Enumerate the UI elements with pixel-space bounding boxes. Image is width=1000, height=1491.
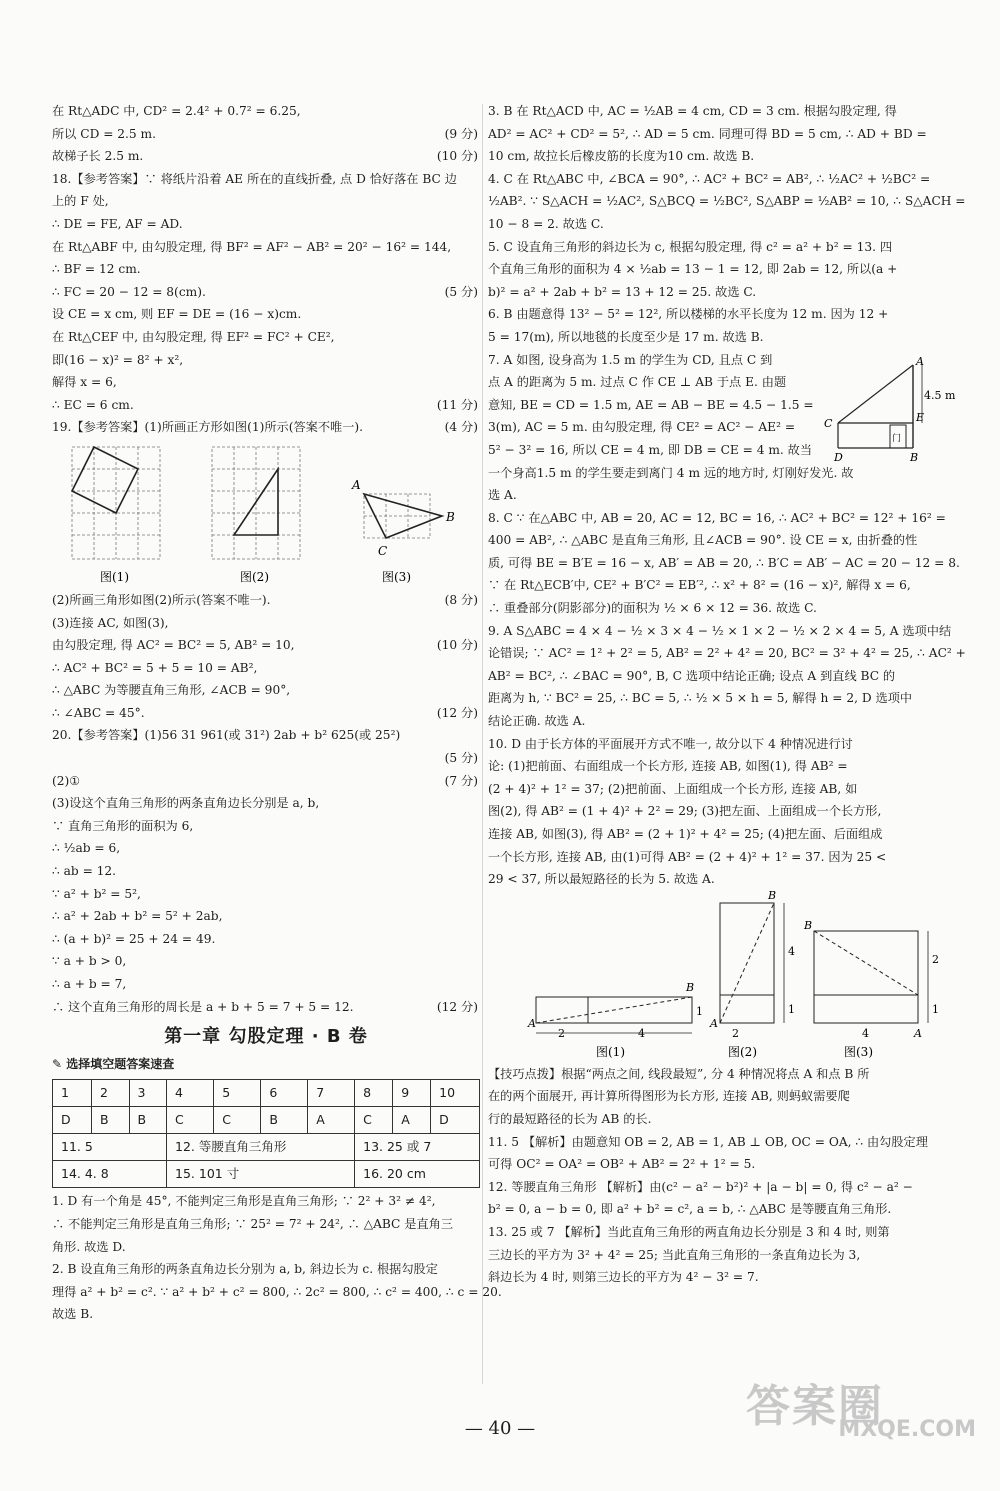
line-text: ∴ 这个直角三角形的周长是 a + b + 5 = 7 + 5 = 12.	[52, 999, 354, 1014]
answer-choice: C	[167, 1107, 214, 1134]
text-line	[52, 258, 480, 281]
svg-text:A: A	[914, 1026, 922, 1040]
text-line: b)² = a² + 2ab + b² = 13 + 12 = 25. 故选 C.	[488, 284, 757, 299]
q19-grid-figures	[52, 439, 472, 589]
line-text: ∴ ab = 12.	[52, 864, 117, 879]
text-line: 3. B 在 Rt△ACD 中, AC = ½AB = 4 cm, CD = 3 cm. 根据勾股定理, 得	[488, 104, 897, 118]
answer-table-row4	[53, 1161, 480, 1188]
svg-text:4: 4	[638, 1026, 645, 1040]
question-19-head: 19.【参考答案】(1)所画正方形如图(1)所示(答案不唯一). (4 分)	[52, 420, 478, 435]
svg-text:图(1): 图(1)	[596, 1044, 625, 1059]
text-line: AD² = AC² + CD² = 5², ∴ AD = 5 cm. 同理可得 BD = 5 cm, ∴ AD + BD =	[488, 126, 927, 141]
page-number: — 40 —	[464, 1418, 536, 1439]
score: (8 分)	[444, 592, 478, 607]
text-line: 一个身高1.5 m 的学生要走到离门 4 m 远的地方时, 灯刚好发光. 故	[488, 465, 854, 480]
answer-table-answers	[53, 1107, 480, 1134]
answer-choice: A	[393, 1107, 431, 1134]
text-line	[52, 371, 480, 394]
text-line: 5. C 设直角三角形的斜边长为 c, 根据勾股定理, 得 c² = a² + b² = 13. 四	[488, 239, 893, 254]
svg-text:D: D	[834, 450, 843, 464]
line-text: 20.【参考答案】(1)56 31 961(或 31²) 2ab + b² 625(或 25²)	[52, 728, 401, 743]
text-line: 11. 5 【解析】由题意知 OB = 2, AB = 1, AB ⊥ OB, OC = OA, ∴ 由勾股定理	[488, 1134, 928, 1149]
chapter-title: 第一章 勾股定理 · B 卷	[164, 1026, 368, 1048]
svg-text:门: 门	[892, 433, 902, 444]
fig3-point-b: B	[446, 509, 455, 524]
text-line: 行的最短路径的长为 AB 的长.	[488, 1111, 652, 1126]
text-line: (2 + 4)² + 1² = 37; (2)把前面、上面组成一个长方形, 连接 AB, 如	[488, 781, 858, 796]
text-line	[52, 928, 480, 951]
text-line: 4. C 在 Rt△ABC 中, ∠BCA = 90°, ∴ AC² + BC² = AB², ∴ ½AC² + ½BC² =	[488, 171, 931, 186]
question-19-rest	[52, 589, 480, 725]
text-line	[52, 883, 480, 906]
q7-figure	[818, 353, 956, 464]
text-line: ∵ 在 Rt△ECB′中, CE² + B′C² = EB′², ∴ x² + 8² = (16 − x)², 解得 x = 6,	[488, 578, 911, 593]
figure-1-square	[72, 447, 138, 513]
line-text: 解得 x = 6,	[52, 375, 117, 390]
svg-text:B: B	[910, 450, 919, 464]
svg-text:B: B	[686, 980, 695, 994]
text-line: 10. D 由于长方体的平面展开方式不唯一, 故分以下 4 种情况进行讨	[488, 736, 853, 751]
question-20	[52, 724, 480, 1018]
text-line	[52, 145, 480, 168]
line-text: ∴ DE = FE, AF = AD.	[52, 216, 183, 231]
text-line	[52, 589, 480, 612]
score: (9 分)	[444, 126, 478, 141]
text-line	[52, 1213, 480, 1236]
text-line	[52, 996, 480, 1019]
line-text: 由勾股定理, 得 AC² = BC² = 5, AB² = 10,	[52, 638, 295, 653]
line-text: ∴ FC = 20 − 12 = 8(cm).	[52, 284, 206, 299]
line-text: 设 CE = x cm, 则 EF = DE = (16 − x)cm.	[52, 307, 302, 322]
answer-choice: B	[129, 1107, 166, 1134]
line-text: (2)所画三角形如图(2)所示(答案不唯一).	[52, 592, 271, 607]
answer-choice: B	[92, 1107, 129, 1134]
answer-number: 3	[129, 1080, 166, 1107]
score: (7 分)	[444, 773, 478, 788]
text-line: 斜边长为 4 时, 则第三边长的平方为 4² − 3² = 7.	[488, 1270, 759, 1285]
score: (5 分)	[444, 284, 478, 299]
line-text: ∴ a² + 2ab + b² = 5² + 2ab,	[52, 909, 223, 924]
svg-text:A: A	[710, 1016, 718, 1030]
text-line: 400 = AB², ∴ △ABC 是直角三角形, 且∠ACB = 90°. 设 CE = x, 由折叠的性	[488, 533, 918, 548]
text-line	[52, 905, 480, 928]
answer-number: 10	[431, 1080, 480, 1107]
answer-number: 7	[308, 1080, 355, 1107]
line-text: ∴ ∠ABC = 45°.	[52, 705, 145, 720]
text-line	[52, 612, 480, 635]
text-line: AB² = BC², ∴ ∠BAC = 90°, B, C 选项中结论正确; 设点 A 到直线 BC 的	[488, 668, 896, 683]
line-text: (2)①	[52, 773, 81, 788]
score: (12 分)	[436, 705, 478, 720]
score: (10 分)	[436, 149, 478, 164]
line-text: 理得 a² + b² = c². ∵ a² + b² + c² = 800, ∴ 2c² = 800, ∴ c² = 400, ∴ c = 20.	[52, 1284, 502, 1299]
line-text: ∵ a² + b² = 5²,	[52, 886, 141, 901]
text-line	[52, 190, 480, 213]
text-line	[52, 236, 480, 259]
answer-number: 5	[214, 1080, 261, 1107]
svg-text:2: 2	[932, 952, 939, 966]
text-line	[52, 1190, 480, 1213]
q10-figures	[488, 888, 944, 1063]
svg-text:B: B	[804, 918, 813, 932]
line-text: ∴ ½ab = 6,	[52, 841, 121, 856]
svg-text:2: 2	[732, 1026, 739, 1040]
score: (5 分)	[444, 751, 478, 766]
text-line: 连接 AB, 如图(3), 得 AB² = (2 + 1)² + 4² = 25; (4)把左面、后面组成	[488, 827, 883, 841]
answer-choice: C	[355, 1107, 393, 1134]
text-line: 10 cm, 故拉长后橡皮筋的长度为10 cm. 故选 B.	[488, 149, 755, 164]
line-text: ∵ 直角三角形的面积为 6,	[52, 818, 194, 833]
svg-text:4.5 m: 4.5 m	[924, 388, 956, 402]
line-text: 1. D 有一个角是 45°, 不能判定三角形是直角三角形; ∵ 2² + 3² ≠ 4²,	[52, 1194, 436, 1209]
line-text: ∴ EC = 6 cm.	[52, 397, 134, 412]
svg-text:1: 1	[788, 1002, 795, 1016]
svg-text:A: A	[916, 354, 924, 368]
text-line: 图(2), 得 AB² = (1 + 4)² + 2² = 29; (3)把左面、上面组成一个长方形,	[488, 804, 882, 819]
svg-text:4: 4	[788, 944, 795, 958]
answer-number: 9	[393, 1080, 431, 1107]
text-line: 29 < 37, 所以最短路径的长为 5. 故选 A.	[488, 872, 715, 887]
line-text: 所以 CD = 2.5 m.	[52, 126, 156, 141]
text-line	[52, 973, 480, 996]
answer-16: 16. 20 cm	[355, 1161, 480, 1188]
text-line: 论错误; ∵ AC² = 1² + 2² = 5, AB² = 2² + 4² = 20, BC² = 3² + 4² = 25, ∴ AC² +	[488, 646, 966, 661]
fig3-point-a: A	[352, 477, 361, 492]
text-line	[52, 349, 480, 372]
answer-number: 6	[261, 1080, 308, 1107]
text-line	[52, 123, 480, 146]
fig3-point-c: C	[378, 543, 388, 558]
text-line	[52, 394, 480, 417]
score: (12 分)	[436, 999, 478, 1014]
text-line: 论: (1)把前面、右面组成一个长方形, 连接 AB, 如图(1), 得 AB² =	[488, 759, 848, 774]
svg-text:B: B	[768, 888, 777, 902]
line-text: 上的 F 处,	[52, 194, 109, 209]
score: (10 分)	[436, 638, 478, 653]
text-line	[52, 326, 480, 349]
text-line	[52, 303, 480, 326]
text-line	[52, 815, 480, 838]
line-text: 在 Rt△ADC 中, CD² = 2.4² + 0.7² = 6.25,	[52, 104, 301, 118]
solutions-tips-and-11-to-13	[488, 1063, 944, 1289]
svg-text:A: A	[528, 1016, 536, 1030]
text-line	[52, 837, 480, 860]
figure-3-caption: 图(3)	[382, 569, 411, 584]
text-line: 意知, BE = CD = 1.5 m, AE = AB − BE = 4.5 − 1.5 =	[488, 397, 814, 412]
text-line: 6. B 由题意得 13² − 5² = 12², 所以楼梯的水平长度为 12 m. 因为 12 +	[488, 307, 889, 322]
text-line	[52, 860, 480, 883]
q19-figures	[52, 439, 480, 589]
line-text: ∴ (a + b)² = 25 + 24 = 49.	[52, 931, 216, 946]
answer-number: 8	[355, 1080, 393, 1107]
answer-table-numbers	[53, 1080, 480, 1107]
line-text: ∴ a + b = 7,	[52, 977, 127, 991]
q10-net-figures	[488, 888, 944, 1063]
text-line	[52, 1236, 480, 1259]
line-text: 角形. 故选 D.	[52, 1239, 126, 1254]
text-line: 距离为 h, ∵ BC² = 25, ∴ BC = 5, ∴ ½ × 5 × h = 5, 解得 h = 2, D 选项中	[488, 691, 913, 706]
solutions-8-to-10	[488, 507, 966, 891]
text-line	[52, 281, 480, 304]
svg-text:图(2): 图(2)	[728, 1044, 757, 1059]
text-line	[52, 168, 480, 191]
text-line: 可得 OC² = OA² = OB² + AB² = 2² + 1² = 5.	[488, 1157, 756, 1172]
text-line: 9. A S△ABC = 4 × 4 − ½ × 3 × 4 − ½ × 1 × 2 − ½ × 2 × 4 = 5, A 选项中结	[488, 623, 952, 638]
text-line: 【技巧点拨】根据“两点之间, 线段最短”, 分 4 种情况将点 A 和点 B 所	[488, 1066, 870, 1081]
text-line: 三边长的平方为 3² + 4² = 25; 当此直角三角形的一条直角边长为 3,	[488, 1247, 861, 1262]
text-line: 一个长方形, 连接 AB, 由(1)可得 AB² = (2 + 4)² + 1² = 37. 因为 25 <	[488, 849, 887, 864]
answer-choice: B	[261, 1107, 308, 1134]
answer-table-row3	[53, 1134, 480, 1161]
text-line	[52, 679, 480, 702]
line-text: (3)连接 AC, 如图(3),	[52, 615, 169, 630]
text-line: 结论正确. 故选 A.	[488, 714, 586, 729]
score: (11 分)	[436, 397, 478, 412]
text-line	[52, 702, 480, 725]
text-line	[52, 792, 480, 815]
text-line: 10 − 8 = 2. 故选 C.	[488, 216, 604, 231]
answer-15: 15. 101 寸	[167, 1161, 355, 1188]
text-line: 个直角三角形的面积为 4 × ½ab = 13 − 1 = 12, 即 2ab = 12, 所以(a +	[488, 262, 898, 277]
figure-3-grid	[364, 494, 430, 538]
svg-text:图(3): 图(3)	[844, 1044, 873, 1059]
text-line: 8. C ∵ 在△ABC 中, AB = 20, AC = 12, BC = 16, ∴ AC² + BC² = 12² + 16² =	[488, 510, 946, 525]
line-text: 2. B 设直角三角形的两条直角边长分别为 a, b, 斜边长为 c. 根据勾股定	[52, 1262, 438, 1277]
answer-11: 11. 5	[53, 1134, 167, 1161]
line-text: 在 Rt△CEF 中, 由勾股定理, 得 EF² = FC² + CE²,	[52, 329, 335, 344]
answer-number: 2	[92, 1080, 129, 1107]
line-text: 即(16 − x)² = 8² + x²,	[52, 352, 184, 367]
text-line	[52, 1303, 480, 1326]
line-text: ∴ BF = 12 cm.	[52, 262, 141, 277]
text-line: ½AB². ∵ S△ACH = ½AC², S△BCQ = ½BC², S△ABP = ½AB² = 10, ∴ S△ACH =	[488, 194, 966, 209]
text-line: 13. 25 或 7 【解析】当此直角三角形的两直角边长分别是 3 和 4 时, 则第	[488, 1224, 890, 1239]
text-line: 质, 可得 BE = B′E = 16 − x, AB′ = AB = 20, ∴ B′C = AB′ − AC = 20 − 12 = 8.	[488, 555, 960, 570]
text-line: 在的两个面展开, 再计算所得图形为长方形, 连接 AB, 则蚂蚁需要爬	[488, 1089, 850, 1104]
line-text: ∴ △ABC 为等腰直角三角形, ∠ACB = 90°,	[52, 683, 291, 698]
answer-choice: D	[53, 1107, 92, 1134]
svg-text:E: E	[916, 410, 925, 424]
figure-1-caption: 图(1)	[100, 569, 129, 584]
svg-text:1: 1	[932, 1002, 939, 1016]
text-line: 5² − 3² = 16, 所以 CE = 4 m, 即 DB = CE = 4 m. 故当	[488, 442, 813, 457]
line-text: ∴ 不能判定三角形是直角三角形; ∵ 25² = 7² + 24², ∴ △ABC 是直角三	[52, 1216, 454, 1231]
text-line	[52, 657, 480, 680]
text-line: 选 A.	[488, 488, 517, 503]
answer-13: 13. 25 或 7	[355, 1134, 480, 1161]
left-top-lines	[52, 100, 480, 168]
text-line: 3(m), AC = 5 m. 由勾股定理, 得 CE² = AC² − AE² =	[488, 420, 796, 435]
text-line: b² = 0, a − b = 0, 即 a² + b² = c², a = b, ∴ △ABC 是等腰直角三角形.	[488, 1202, 892, 1217]
text-line	[52, 634, 480, 657]
line-text: 18.【参考答案】∵ 将纸片沿着 AE 所在的直线折叠, 点 D 恰好落在 BC 边	[52, 171, 457, 186]
answer-number: 1	[53, 1080, 92, 1107]
answer-choice: A	[308, 1107, 355, 1134]
text-line: 12. 等腰直角三角形 【解析】由(c² − a² − b²)² + |a − b| = 0, 得 c² − a² −	[488, 1179, 913, 1194]
question-7	[488, 349, 956, 507]
svg-text:4: 4	[862, 1026, 869, 1040]
figure-2-caption: 图(2)	[240, 569, 269, 584]
text-line	[52, 213, 480, 236]
line-text: ∴ AC² + BC² = 5 + 5 = 10 = AB²,	[52, 660, 258, 675]
svg-text:1: 1	[696, 1004, 703, 1018]
svg-text:C: C	[824, 416, 833, 430]
text-line	[52, 100, 480, 123]
answer-check-title: ✎ 选择填空题答案速查	[52, 1056, 175, 1071]
line-text: 在 Rt△ABF 中, 由勾股定理, 得 BF² = AF² − AB² = 20² − 16² = 144,	[52, 239, 452, 254]
text-line	[52, 724, 480, 747]
line-text: (3)设这个直角三角形的两条直角边长分别是 a, b,	[52, 796, 320, 811]
svg-text:2: 2	[558, 1026, 565, 1040]
answer-choice: C	[214, 1107, 261, 1134]
text-line: ∴ 重叠部分(阴影部分)的面积为 ½ × 6 × 12 = 36. 故选 C.	[488, 601, 817, 616]
solutions-3-to-6	[488, 100, 966, 349]
column-divider	[482, 104, 483, 1384]
answer-12: 12. 等腰直角三角形	[167, 1134, 355, 1161]
text-line	[52, 1281, 502, 1304]
line-text: ∵ a + b > 0,	[52, 954, 127, 969]
answer-number: 4	[167, 1080, 214, 1107]
text-line: 点 A 的距离为 5 m. 过点 C 作 CE ⊥ AB 于点 E. 由题	[488, 375, 787, 390]
text-line	[52, 950, 480, 973]
answer-table	[52, 1079, 480, 1188]
line-text: 故选 B.	[52, 1307, 94, 1322]
answer-choice: D	[431, 1107, 480, 1134]
text-line	[52, 770, 480, 793]
left-bottom-solutions	[52, 1190, 502, 1326]
question-18	[52, 168, 480, 417]
watermark: 答案圈 MXQE.COM	[746, 1381, 976, 1442]
text-line	[52, 747, 480, 770]
text-line: 5 = 17(m), 所以地毯的长度至少是 17 m. 故选 B.	[488, 329, 764, 344]
answer-14: 14. 4. 8	[53, 1161, 167, 1188]
line-text: 故梯子长 2.5 m.	[52, 149, 144, 164]
right-column	[488, 100, 966, 1289]
left-column	[52, 100, 502, 1326]
text-line: 7. A 如图, 设身高为 1.5 m 的学生为 CD, 且点 C 到	[488, 352, 773, 367]
text-line	[52, 1258, 480, 1281]
